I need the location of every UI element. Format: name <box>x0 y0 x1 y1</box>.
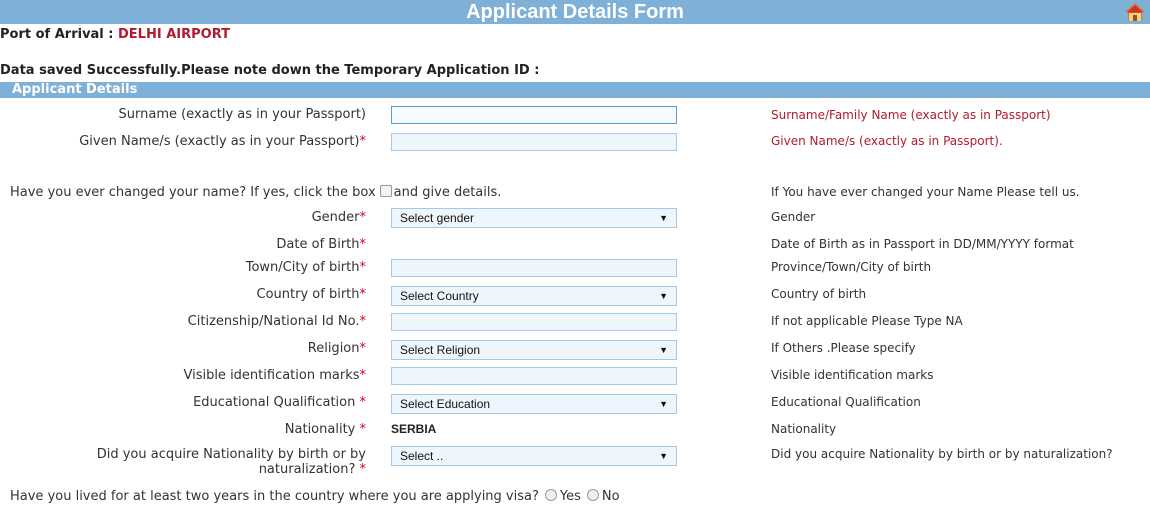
town-input[interactable] <box>391 259 677 277</box>
gender-label-text: Gender <box>311 210 360 225</box>
section-title: Applicant Details <box>12 82 138 97</box>
nationality-label <box>285 422 366 437</box>
country-hint: Country of birth <box>771 287 867 301</box>
nationality-value: SERBIA <box>391 422 437 436</box>
acquire-label-text: naturalization? <box>258 462 360 477</box>
required-mark: * <box>359 395 366 410</box>
surname-label: Surname (exactly as in your Passport) <box>118 107 366 122</box>
country-select-value: Select Country <box>400 289 479 303</box>
required-mark: * <box>359 314 366 329</box>
changed-name-hint: If You have ever changed your Name Please tell us. <box>771 185 1080 199</box>
religion-select-value: Select Religion <box>400 343 481 357</box>
chevron-down-icon: ▼ <box>659 291 668 301</box>
required-mark: * <box>359 422 366 437</box>
lived-yes-label: Yes <box>559 489 581 504</box>
changed-name-label: Have you ever changed your name? If yes, click the box <box>10 185 376 200</box>
gender-select[interactable] <box>391 208 677 228</box>
port-label: Port of Arrival : <box>0 27 119 42</box>
religion-select[interactable] <box>391 340 677 360</box>
required-mark: * <box>359 210 366 225</box>
surname-hint: Surname/Family Name (exactly as in Passport) <box>771 108 1051 122</box>
required-mark: * <box>359 287 366 302</box>
dob-hint: Date of Birth as in Passport in DD/MM/YYYY format <box>771 237 1074 251</box>
marks-label-text: Visible identification marks <box>183 368 360 383</box>
required-mark: * <box>359 341 366 356</box>
changed-name-checkbox[interactable] <box>380 185 392 197</box>
town-hint: Province/Town/City of birth <box>771 260 932 274</box>
port-of-arrival <box>0 27 230 42</box>
marks-hint: Visible identification marks <box>771 368 934 382</box>
home-icon[interactable] <box>1124 2 1146 22</box>
acquire-select[interactable] <box>391 446 677 466</box>
chevron-down-icon: ▼ <box>659 399 668 409</box>
gender-label <box>312 210 366 225</box>
form-title: Applicant Details Form <box>466 1 684 23</box>
religion-hint: If Others .Please specify <box>771 341 916 355</box>
gender-hint: Gender <box>771 210 816 224</box>
given-name-hint: Given Name/s (exactly as in Passport). <box>771 134 1003 148</box>
form-header <box>0 0 1150 24</box>
lived-no-radio[interactable] <box>587 489 599 501</box>
country-label <box>257 287 366 302</box>
chevron-down-icon: ▼ <box>659 345 668 355</box>
chevron-down-icon: ▼ <box>659 213 668 223</box>
marks-label <box>183 368 366 383</box>
lived-yes-radio[interactable] <box>545 489 557 501</box>
religion-label <box>308 341 366 356</box>
saved-message: Data saved Successfully.Please note down the Temporary Application ID : <box>0 63 540 78</box>
lived-no-label: No <box>601 489 620 504</box>
education-select[interactable] <box>391 394 677 414</box>
country-select[interactable] <box>391 286 677 306</box>
dob-label-text: Date of Birth <box>276 237 360 252</box>
town-label-text: Town/City of birth <box>245 260 360 275</box>
education-label <box>193 395 366 410</box>
education-label-text: Educational Qualification <box>193 395 360 410</box>
nationality-hint: Nationality <box>771 422 837 436</box>
country-label-text: Country of birth <box>256 287 360 302</box>
required-mark: * <box>359 237 366 252</box>
surname-input[interactable] <box>391 106 677 124</box>
required-mark: * <box>359 134 366 149</box>
chevron-down-icon: ▼ <box>659 451 668 461</box>
acquire-select-value: Select .. <box>400 449 444 463</box>
changed-name-row <box>10 185 501 200</box>
citizenship-label <box>188 314 366 329</box>
dob-label <box>276 237 366 252</box>
port-value: DELHI AIRPORT <box>118 27 230 42</box>
gender-select-value: Select gender <box>400 211 475 225</box>
nationality-label-text: Nationality <box>284 422 360 437</box>
marks-input[interactable] <box>391 367 677 385</box>
acquire-label-line1: Did you acquire Nationality by birth or by <box>96 447 366 462</box>
acquire-label-line2 <box>259 462 366 477</box>
changed-name-label-after: and give details. <box>393 185 502 200</box>
required-mark: * <box>359 260 366 275</box>
given-name-input[interactable] <box>391 133 677 151</box>
lived-row <box>10 489 620 504</box>
citizenship-hint: If not applicable Please Type NA <box>771 314 963 328</box>
citizenship-input[interactable] <box>391 313 677 331</box>
education-select-value: Select Education <box>400 397 491 411</box>
lived-label: Have you lived for at least two years in the country where you are applying visa? <box>10 489 539 504</box>
required-mark: * <box>359 462 366 477</box>
acquire-hint: Did you acquire Nationality by birth or by naturalization? <box>771 447 1113 461</box>
religion-label-text: Religion <box>307 341 360 356</box>
given-name-label <box>79 134 366 149</box>
citizenship-label-text: Citizenship/National Id No. <box>187 314 360 329</box>
section-header <box>0 82 1150 98</box>
required-mark: * <box>359 368 366 383</box>
town-label <box>246 260 366 275</box>
education-hint: Educational Qualification <box>771 395 921 409</box>
given-name-label-text: Given Name/s (exactly as in your Passport) <box>79 134 360 149</box>
